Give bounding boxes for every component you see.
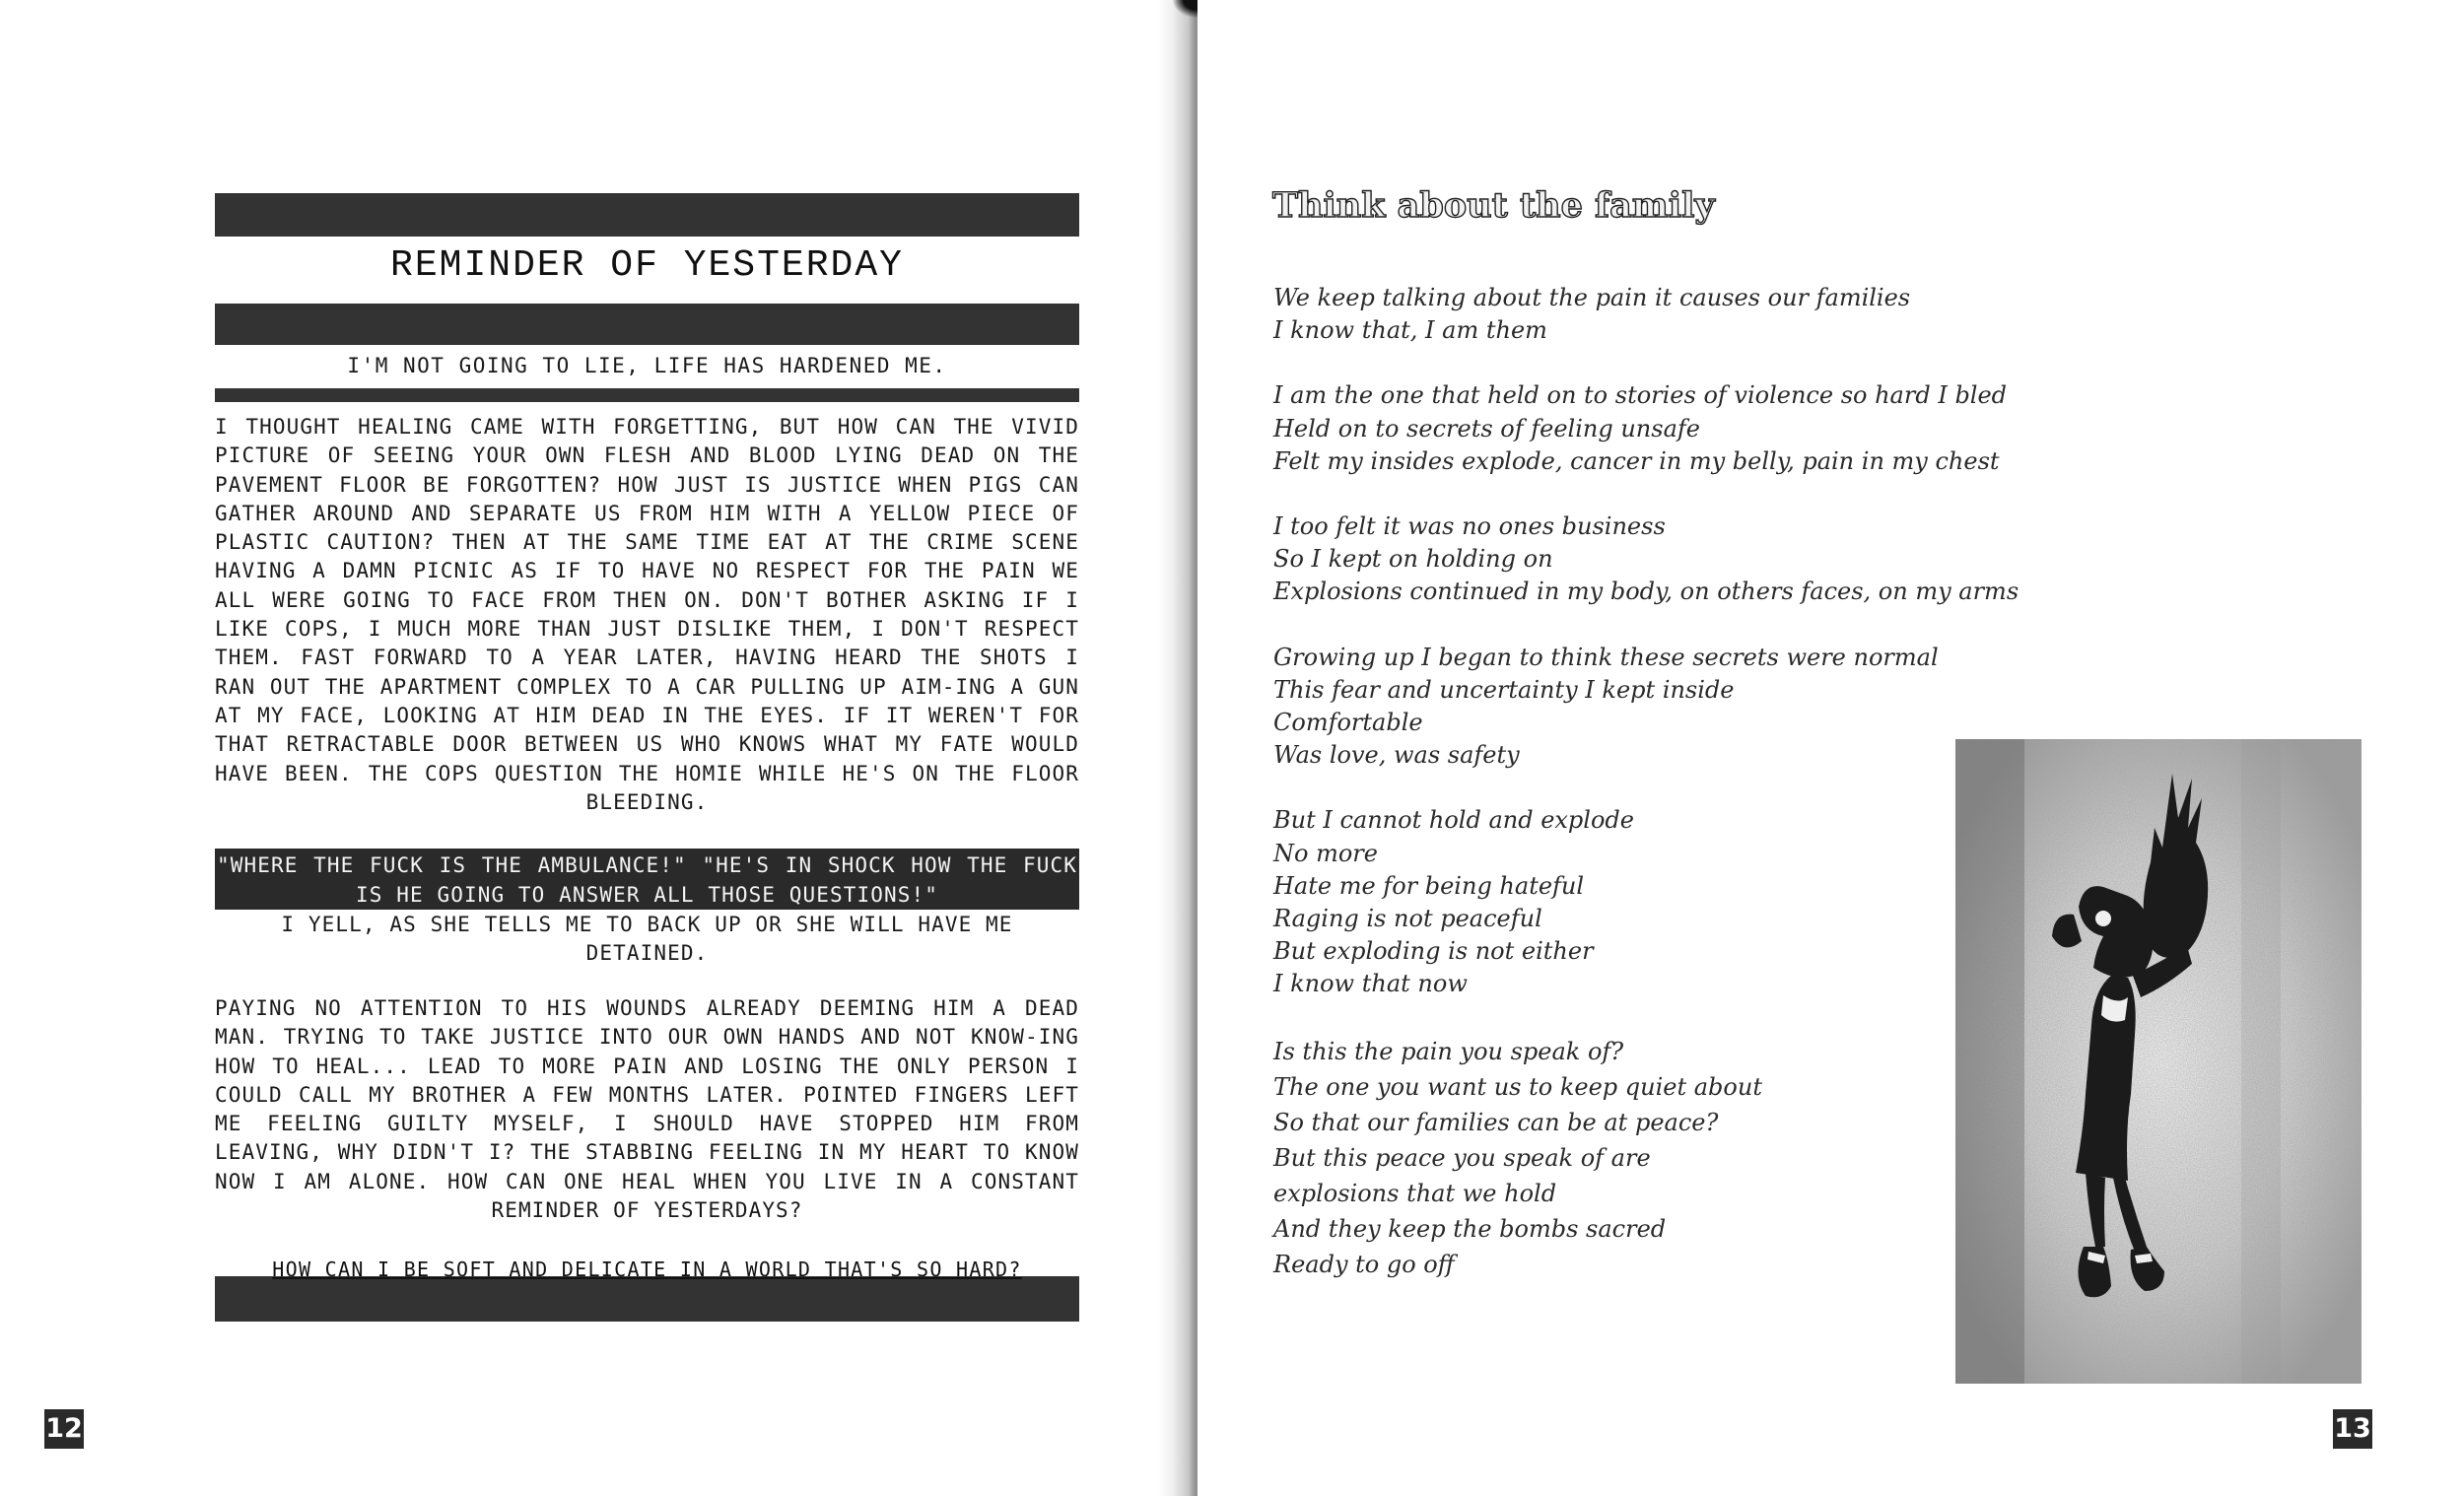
poem-line: No more — [1273, 839, 1378, 867]
poem-line: Held on to secrets of feeling unsafe — [1273, 414, 1700, 442]
closing-question: HOW CAN I BE SOFT AND DELICATE IN A WORLD THAT'S SO HARD? — [272, 1258, 1022, 1281]
poem-line: Felt my insides explode, cancer in my belly, pain in my chest — [1273, 446, 2000, 475]
poem-line: explosions that we hold — [1273, 1179, 1557, 1207]
quote-followup: I YELL, AS SHE TELLS ME TO BACK UP OR SHE WILL HAVE ME DETAINED. — [281, 913, 1013, 965]
page-number-left: 12 — [44, 1409, 84, 1449]
highlighted-quote: "WHERE THE FUCK IS THE AMBULANCE!" "HE'S IN SHOCK HOW THE FUCK IS HE GOING TO ANSWER ALL THOSE QUESTIONS!" — [215, 849, 1079, 910]
poem-title: Think about the family — [1272, 185, 1715, 226]
poem-line: We keep talking about the pain it causes our families — [1273, 284, 1911, 311]
article-paragraph-1: I THOUGHT HEALING CAME WITH FORGETTING, BUT HOW CAN THE VIVID PICTURE OF SEEING YOUR OWN FLESH AND BLOOD LYING DEAD ON THE PAVEMENT FLOOR BE FORGOTTEN? HOW JUST IS JUSTICE WHEN PIGS CAN GATHER AROUND AND SEPARATE US FROM HIM WITH A YELLOW PIECE OF PLASTIC CAUTION? THEN AT THE SAME TIME EAT AT THE CRIME SCENE HAVING A DAMN PICNIC AS IF TO HAVE NO RESPECT FOR THE PAIN WE ALL WERE GOING TO FACE FROM THEN ON. DON'T BOTHER ASKING IF I LIKE COPS, I MUCH MORE THAN JUST DISLIKE THEM, I DON'T RESPECT THEM. FAST FORWARD TO A YEAR LATER, HAVING HEARD THE SHOTS I RAN OUT THE APARTMENT COMPLEX TO A CAR PULLING UP AIM-ING A GUN AT MY FACE, LOOKING AT HIM DEAD IN THE EYES. IF IT WEREN'T FOR THAT RETRACTABLE DOOR BETWEEN US WHO KNOWS WHAT MY FATE WOULD HAVE BEEN. THE COPS QUESTION THE HOMIE WHILE HE'S ON THE FLOOR BLEEDING. — [215, 415, 1079, 814]
poem-line: So I kept on holding on — [1273, 545, 1553, 574]
poem-line: Growing up I began to think these secrets were normal — [1273, 643, 1939, 671]
poem-line: Explosions continued in my body, on others faces, on my arms — [1273, 578, 2019, 606]
poem-line: I know that now — [1273, 970, 1468, 998]
header-bar-top — [215, 193, 1079, 237]
header-bar-thin — [215, 388, 1079, 402]
left-page — [0, 0, 1198, 1496]
poem-line: The one you want us to keep quiet about — [1273, 1072, 1762, 1101]
poem-line: So that our families can be at peace? — [1273, 1108, 1719, 1136]
poem-line: I too felt it was no ones business — [1273, 512, 1666, 541]
article-subtitle: I'M NOT GOING TO LIE, LIFE HAS HARDENED ME. — [347, 354, 947, 377]
poem-line: Raging is not peaceful — [1273, 905, 1542, 933]
poem-line: I am the one that held on to stories of violence so hard I bled — [1273, 381, 2008, 410]
poem-line: But this peace you speak of are — [1273, 1143, 1651, 1172]
poem-stanza — [1273, 282, 2239, 347]
poem-line: But exploding is not either — [1273, 937, 1594, 966]
article-title: REMINDER OF YESTERDAY — [390, 244, 904, 287]
girl-hugging-bomb-stencil-icon — [1955, 739, 2361, 1384]
poem-line: Comfortable — [1273, 709, 1423, 737]
poem-line: But I cannot hold and explode — [1273, 806, 1634, 835]
poem-stanza — [1273, 510, 2239, 609]
poem-stanza — [1273, 379, 2239, 478]
poem-line: Is this the pain you speak of? — [1273, 1037, 1624, 1065]
poem-line: Ready to go off — [1273, 1250, 1455, 1278]
poem-line: This fear and uncertainty I kept inside — [1273, 675, 1735, 704]
page-number-right: 13 — [2333, 1409, 2372, 1449]
poem-line: Hate me for being hateful — [1273, 871, 1585, 900]
poem-line: I know that, I am them — [1273, 316, 1547, 345]
poem-line: And they keep the bombs sacred — [1273, 1214, 1667, 1243]
article-paragraph-2: PAYING NO ATTENTION TO HIS WOUNDS ALREADY DEEMING HIM A DEAD MAN. TRYING TO TAKE JUSTICE INTO OUR OWN HANDS AND NOT KNOW-ING HOW TO HEAL... LEAD TO MORE PAIN AND LOSING THE ONLY PERSON I COULD CALL MY BROTHER A FEW MONTHS LATER. POINTED FINGERS LEFT ME FEELING GUILTY MYSELF, I SHOULD HAVE STOPPED HIM FROM LEAVING, WHY DIDN'T I? THE STABBING FEELING IN MY HEART TO KNOW NOW I AM ALONE. HOW CAN ONE HEAL WHEN YOU LIVE IN A CONSTANT REMINDER OF YESTERDAYS? — [215, 996, 1079, 1223]
poem-line: Was love, was safety — [1273, 741, 1520, 770]
header-bar-middle — [215, 304, 1079, 345]
footer-bar — [215, 1276, 1079, 1322]
